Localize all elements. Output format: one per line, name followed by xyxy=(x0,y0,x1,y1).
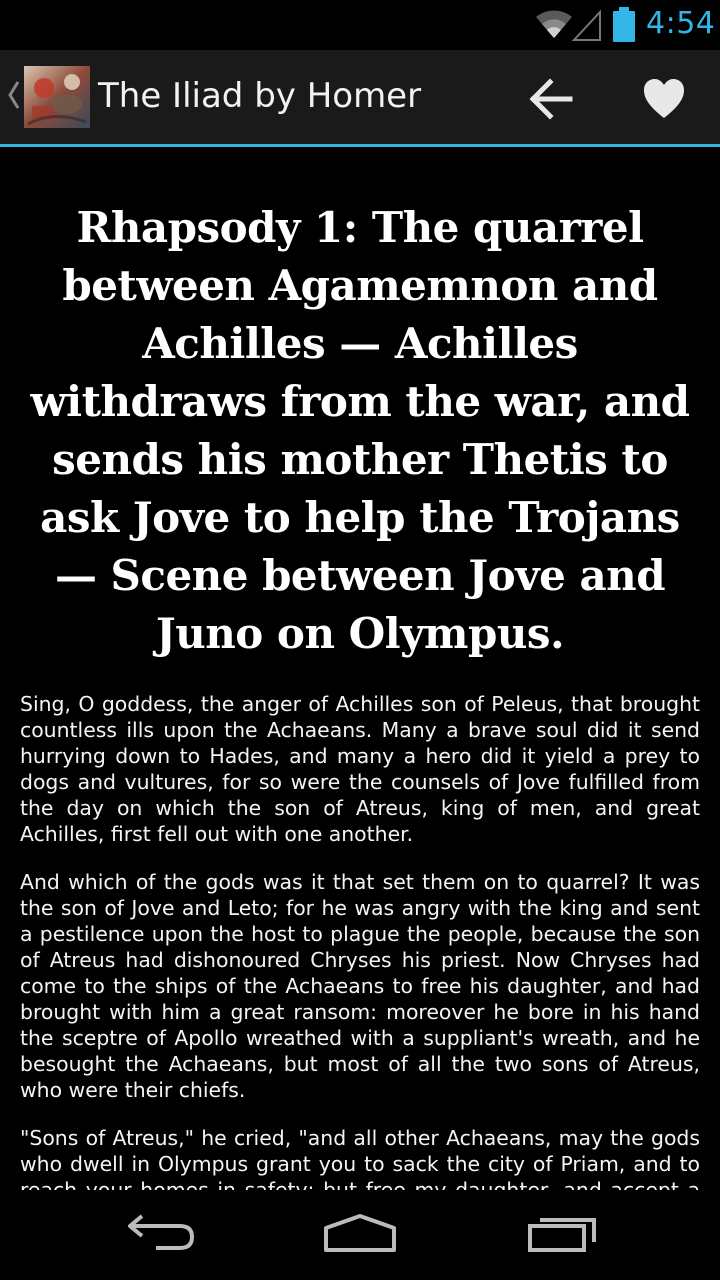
paragraph: And which of the gods was it that set them on to quarrel? It was the son of Jove and Leto; for he was angry with the king and sent a pestilence upon the host to plague the people, because the son of Atreus had dishonoured Chryses his priest. Now Chryses had come to the ships of the Achaeans to free his daughter, and had brought with him a great ransom: moreover he bore in his hand the sceptre of Apollo wreathed with a suppliant's wreath, and he besought the Achaeans, but most of all the two sons of Atreus, who were their chiefs. xyxy=(20,870,700,1102)
action-bar xyxy=(0,50,720,147)
status-clock: 4:54 xyxy=(646,6,716,41)
paragraph: Sing, O goddess, the anger of Achilles son of Peleus, that brought countless ills upon the Achaeans. Many a brave soul did it send hurrying down to Hades, and many a hero did it yield a prey to dogs and vultures, for so were the counsels of Jove fulfilled from the day on which the son of Atreus, king of men, and great Achilles, first fell out with one another. xyxy=(20,692,700,846)
nav-back-icon xyxy=(122,1210,198,1254)
nav-recents-button[interactable] xyxy=(524,1210,600,1258)
app-icon[interactable] xyxy=(24,66,90,128)
paragraph: "Sons of Atreus," he cried, "and all other Achaeans, may the gods who dwell in Olympus grant you to sack the city of Priam, and to xyxy=(20,1126,700,1176)
back-arrow-button[interactable] xyxy=(522,74,582,124)
favorite-button[interactable] xyxy=(636,74,692,124)
navigation-bar xyxy=(0,1190,720,1280)
nav-home-icon xyxy=(320,1210,400,1254)
status-bar xyxy=(0,0,720,50)
wifi-icon xyxy=(534,8,574,40)
nav-recents-icon xyxy=(524,1210,600,1254)
nav-back-button[interactable] xyxy=(122,1210,198,1258)
action-bar-title: The Iliad by Homer xyxy=(98,76,422,116)
battery-icon xyxy=(612,7,636,43)
chapter-title: Rhapsody 1: The quarrel between Agamemnon and Achilles — Achilles withdraws from the war, and sends his mother Thetis to ask Jove to help the Trojans — Scene between Jove and Juno on Olympus. xyxy=(30,203,690,658)
reading-content[interactable] xyxy=(0,147,720,1190)
back-arrow-icon xyxy=(522,74,582,124)
nav-home-button[interactable] xyxy=(320,1210,400,1258)
up-caret-icon[interactable] xyxy=(6,80,22,110)
signal-icon xyxy=(572,9,602,41)
heart-icon xyxy=(636,74,692,124)
